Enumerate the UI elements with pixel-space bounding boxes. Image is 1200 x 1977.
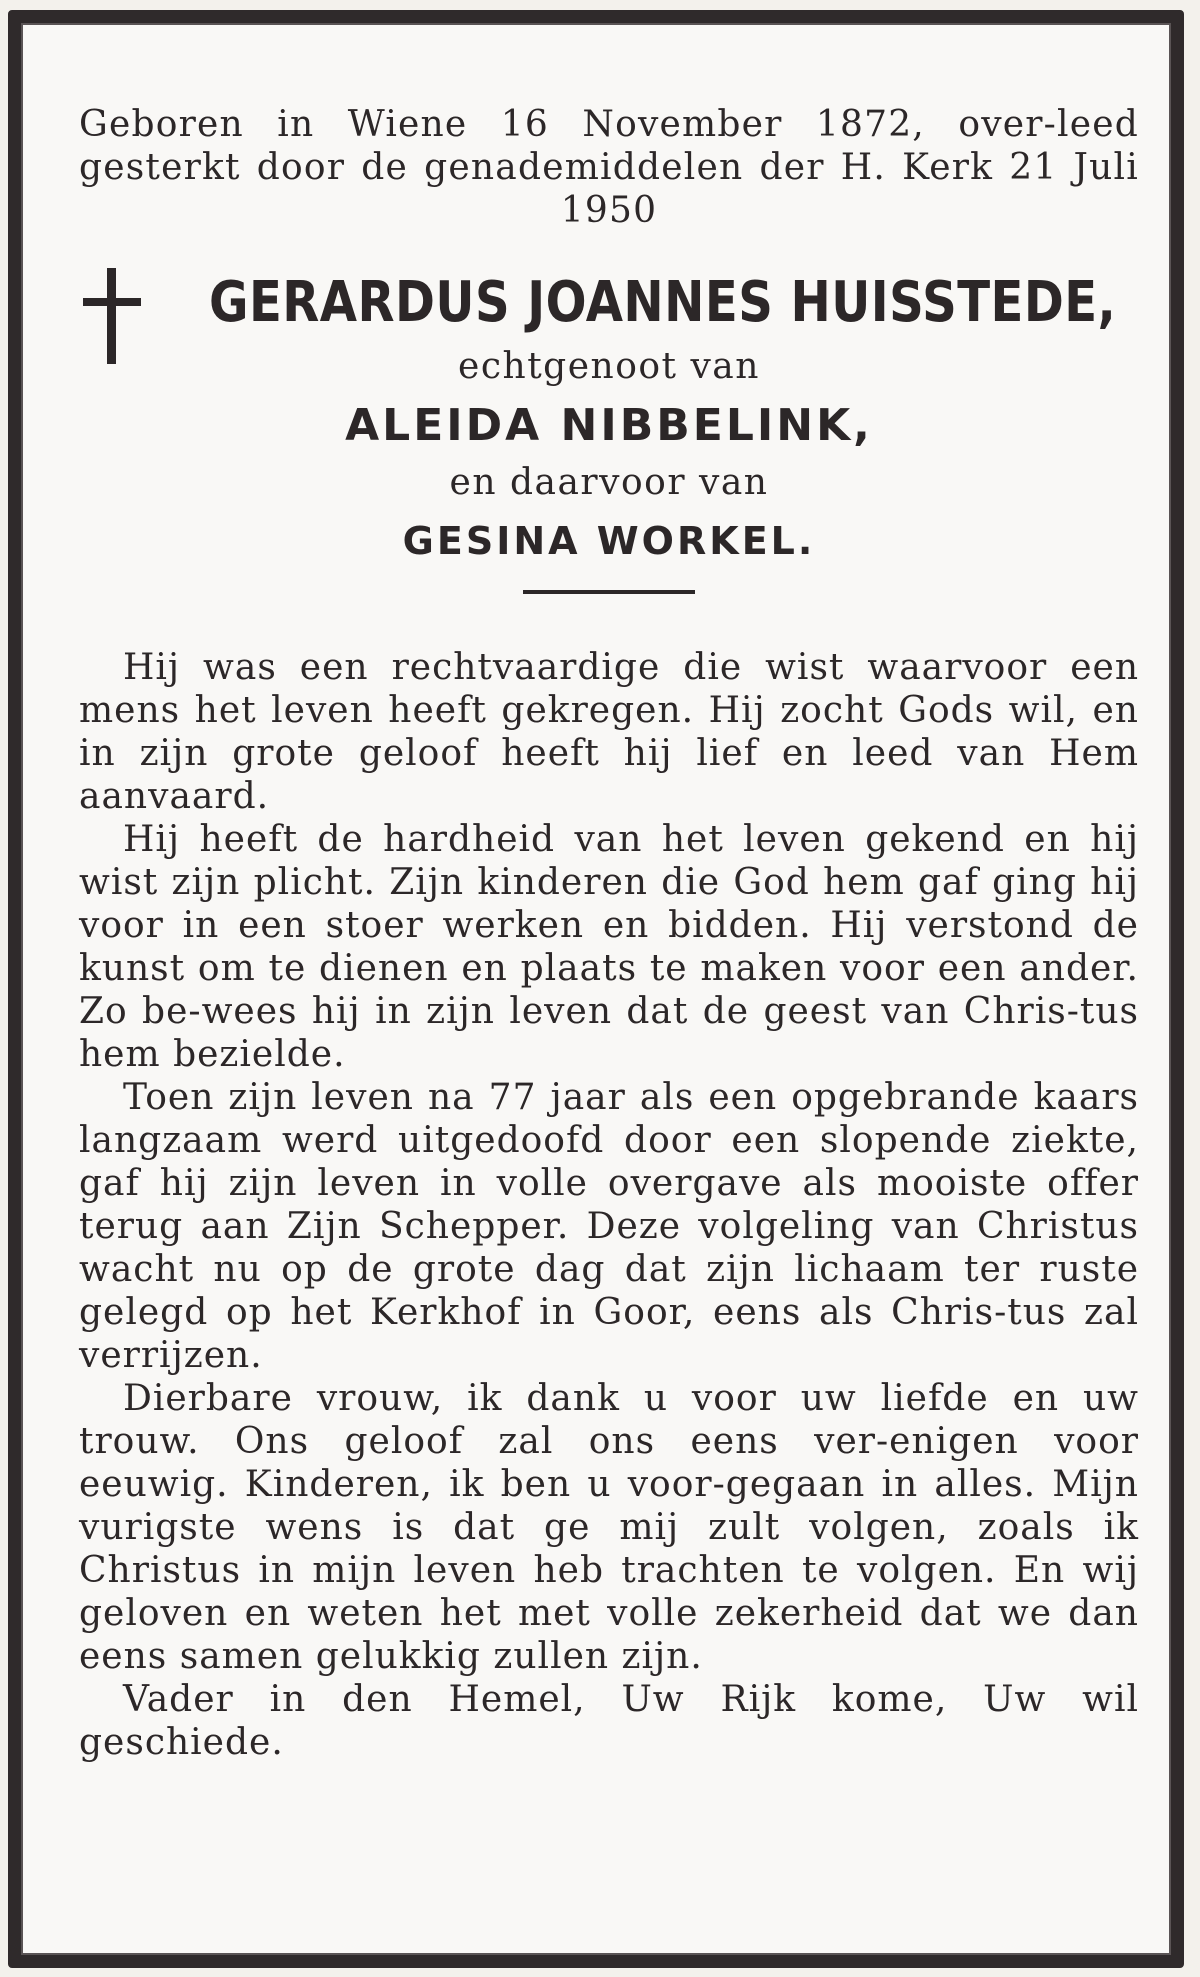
card-content: [79, 103, 1139, 1764]
memorial-card: [8, 10, 1184, 1968]
paragraph: Dierbare vrouw, ik dank u voor uw liefde en uw trouw. Ons geloof zal ons eens ver-enigen voor eeuwig. Kinderen, ik ben u voor-gegaan in alles. Mijn vurigste wens is dat ge mij zult volgen, zoals ik Christus in mijn leven heb trachten te volgen. En wij geloven en weten het met volle zekerheid dat we dan eens samen gelukkig zullen zijn.: [79, 1378, 1139, 1677]
name-row: [79, 268, 1139, 338]
relation-line-1: echtgenoot van: [458, 346, 760, 387]
paragraph: Hij was een rechtvaardige die wist waarvoor een mens het leven heeft gekregen. Hij zocht Gods wil, en in zijn grote geloof heeft hij lief en leed van Hem aanvaard.: [79, 647, 1139, 817]
divider-rule: [523, 590, 695, 594]
spouse-name-1: ALEIDA NIBBELINK,: [345, 400, 873, 451]
paragraph: Hij heeft de hardheid van het leven gekend en hij wist zijn plicht. Zijn kinderen die God hem gaf ging hij voor in een stoer werken en bidden. Hij verstond de kunst om te dienen en plaats te maken voor een ander. Zo be-wees hij in zijn leven dat de geest van Chris-tus hem bezielde.: [79, 819, 1139, 1075]
birth-death-intro: Geboren in Wiene 16 November 1872, over-leed gesterkt door de genademiddelen der H. Kerk 21 Juli 1950: [79, 104, 1139, 231]
spouse-name-2: GESINA WORKEL.: [402, 519, 816, 563]
memorial-text: [79, 646, 1139, 1764]
deceased-name: GERARDUS JOANNES HUISSTEDE,: [209, 270, 1117, 335]
cross-icon: [83, 268, 143, 364]
paragraph: Toen zijn leven na 77 jaar als een opgebrande kaars langzaam werd uitgedoofd door een slopende ziekte, gaf hij zijn leven in volle overgave als mooiste offer terug aan Zijn Schepper. Deze volgeling van Christus wacht nu op de grote dag dat zijn lichaam ter ruste gelegd op het Kerkhof in Goor, eens als Chris-tus zal verrijzen.: [79, 1077, 1139, 1376]
paragraph: Vader in den Hemel, Uw Rijk kome, Uw wil geschiede.: [79, 1679, 1139, 1763]
relation-line-2: en daarvoor van: [449, 462, 769, 503]
